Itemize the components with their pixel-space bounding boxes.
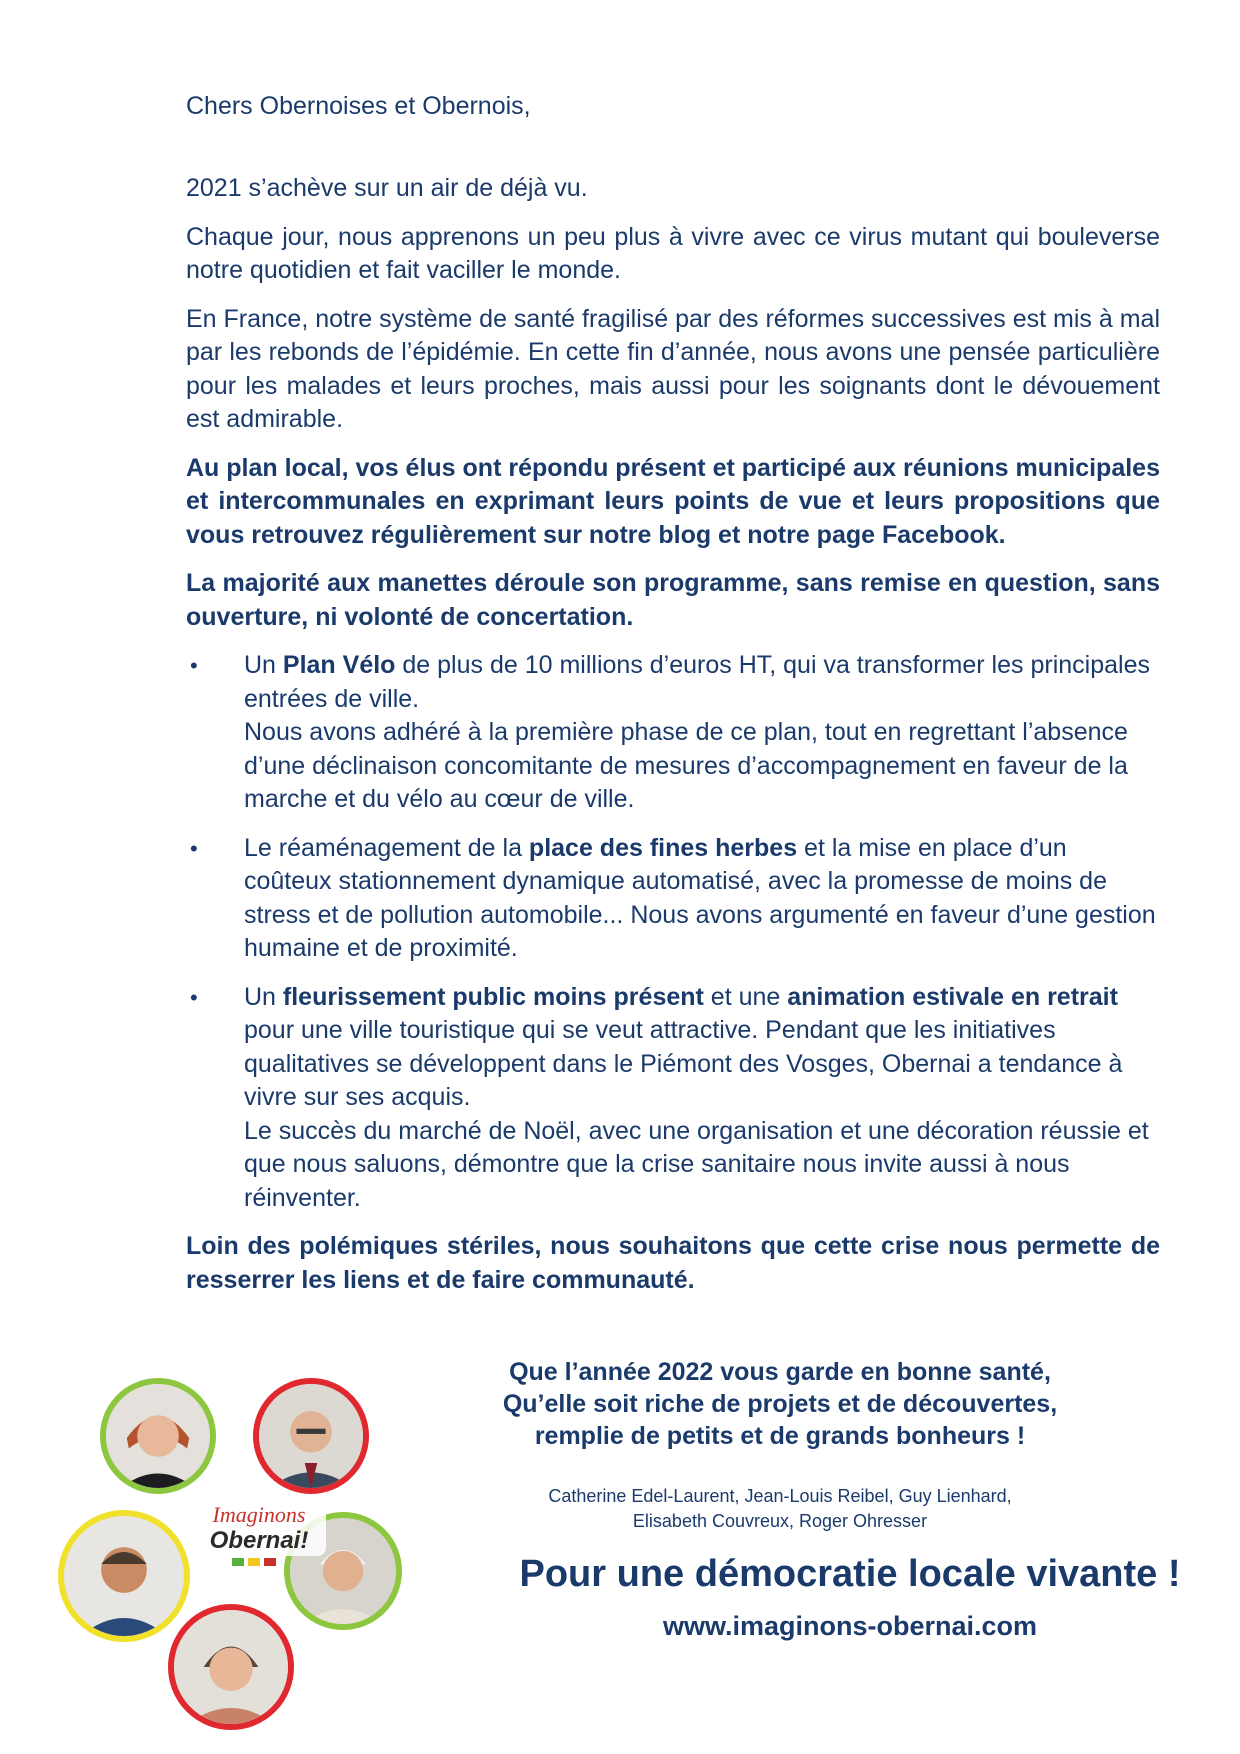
paragraph-intro: 2021 s’achève sur un air de déjà vu. — [186, 174, 588, 202]
paragraph-conclusion: Loin des polémiques stériles, nous souhaitons que cette crise nous permette de resserrer les liens et de faire communauté. — [186, 1232, 1160, 1294]
svg-text:Imaginons: Imaginons — [212, 1502, 306, 1527]
avatar-guy — [58, 1510, 190, 1642]
bullet-item-fines-herbes — [186, 832, 1160, 966]
portrait-icon — [64, 1516, 184, 1636]
greeting-line: remplie de petits et de grands bonheurs ! — [534, 1422, 1026, 1450]
signatories — [460, 1484, 1100, 1534]
greeting-line: Qu’elle soit riche de projets et de découvertes, — [502, 1390, 1058, 1418]
paragraph-virus: Chaque jour, nous apprenons un peu plus à vivre avec ce virus mutant qui bouleverse notre quotidien et fait vaciller le monde. — [186, 222, 1160, 284]
bullet-text-2: Nous avons adhéré à la première phase de ce plan, tout en regrettant l’absence d’une déclinaison concomitante de mesures d’accompagnement en faveur de la marche et du vélo au cœur de ville. — [244, 718, 1128, 813]
avatar-jean-louis — [253, 1378, 369, 1494]
bullet-text: Un Plan Vélo de plus de 10 millions d’euros HT, qui va transformer les principales entrées de ville. — [244, 651, 1150, 713]
bullet-text: Un fleurissement public moins présent et une animation estivale en retrait pour une ville touristique qui se veut attractive. Pendant que les initiatives qualitatives se développent dans le Piémont des Vosges, Obernai a tendance à vivre sur ses acquis. — [244, 982, 1123, 1111]
bullet-icon: • — [190, 653, 198, 678]
signers-line: Elisabeth Couvreux, Roger Ohresser — [632, 1511, 928, 1531]
greeting-line: Que l’année 2022 vous garde en bonne santé, — [509, 1358, 1051, 1386]
imaginons-obernai-logo — [190, 1496, 328, 1576]
paragraph-majority: La majorité aux manettes déroule son programme, sans remise en question, sans ouverture, ni volonté de concertation. — [186, 569, 1160, 631]
svg-text:Obernai!: Obernai! — [209, 1527, 309, 1554]
bullet-icon: • — [190, 984, 198, 1010]
portrait-icon — [259, 1384, 363, 1488]
slogan: Pour une démocratie locale vivante ! — [519, 1553, 1181, 1595]
portrait-icon — [174, 1610, 288, 1724]
avatar-elisabeth — [168, 1604, 294, 1730]
bullet-text: Le réaménagement de la place des fines herbes et la mise en place d’un coûteux stationnement dynamique automatisé, avec la promesse de moins de stress et de pollution automobile... Nous avons argumenté en faveur d’une gestion humaine et de proximité. — [244, 833, 1156, 962]
signers-line: Catherine Edel-Laurent, Jean-Louis Reibel, Guy Lienhard, — [548, 1486, 1012, 1506]
avatar-catherine — [100, 1378, 216, 1494]
website-link[interactable]: www.imaginons-obernai.com — [662, 1611, 1038, 1641]
paragraph-local-plan: Au plan local, vos élus ont répondu présent et participé aux réunions municipales et intercommunales en exprimant leurs points de vue et leurs propositions que vous retrouvez régulièrement sur notre blog et notre page Facebook. — [186, 453, 1160, 549]
paragraph-health-system: En France, notre système de santé fragilisé par des réformes successives est mis à mal par les rebonds de l’épidémie. En cette fin d’année, nous avons une pensée particulière pour les malades et leurs proches, mais aussi pour les soignants dont le dévouement est admirable. — [186, 304, 1160, 433]
bullet-list — [186, 649, 1160, 1215]
bullet-item-plan-velo — [186, 649, 1160, 817]
bullet-icon: • — [190, 835, 198, 861]
new-year-greeting — [460, 1356, 1100, 1452]
portrait-icon — [106, 1384, 210, 1488]
bullet-item-fleurissement — [186, 981, 1160, 1216]
team-photo-cluster — [0, 1360, 460, 1754]
bullet-text-2: Le succès du marché de Noël, avec une organisation et une décoration réussie et que nous saluons, démontre que la crise sanitaire nous invite aussi à nous réinventer. — [244, 1116, 1149, 1212]
letter-body — [186, 172, 1160, 1297]
logo-icon — [190, 1496, 328, 1576]
salutation: Chers Obernoises et Obernois, — [186, 92, 531, 120]
